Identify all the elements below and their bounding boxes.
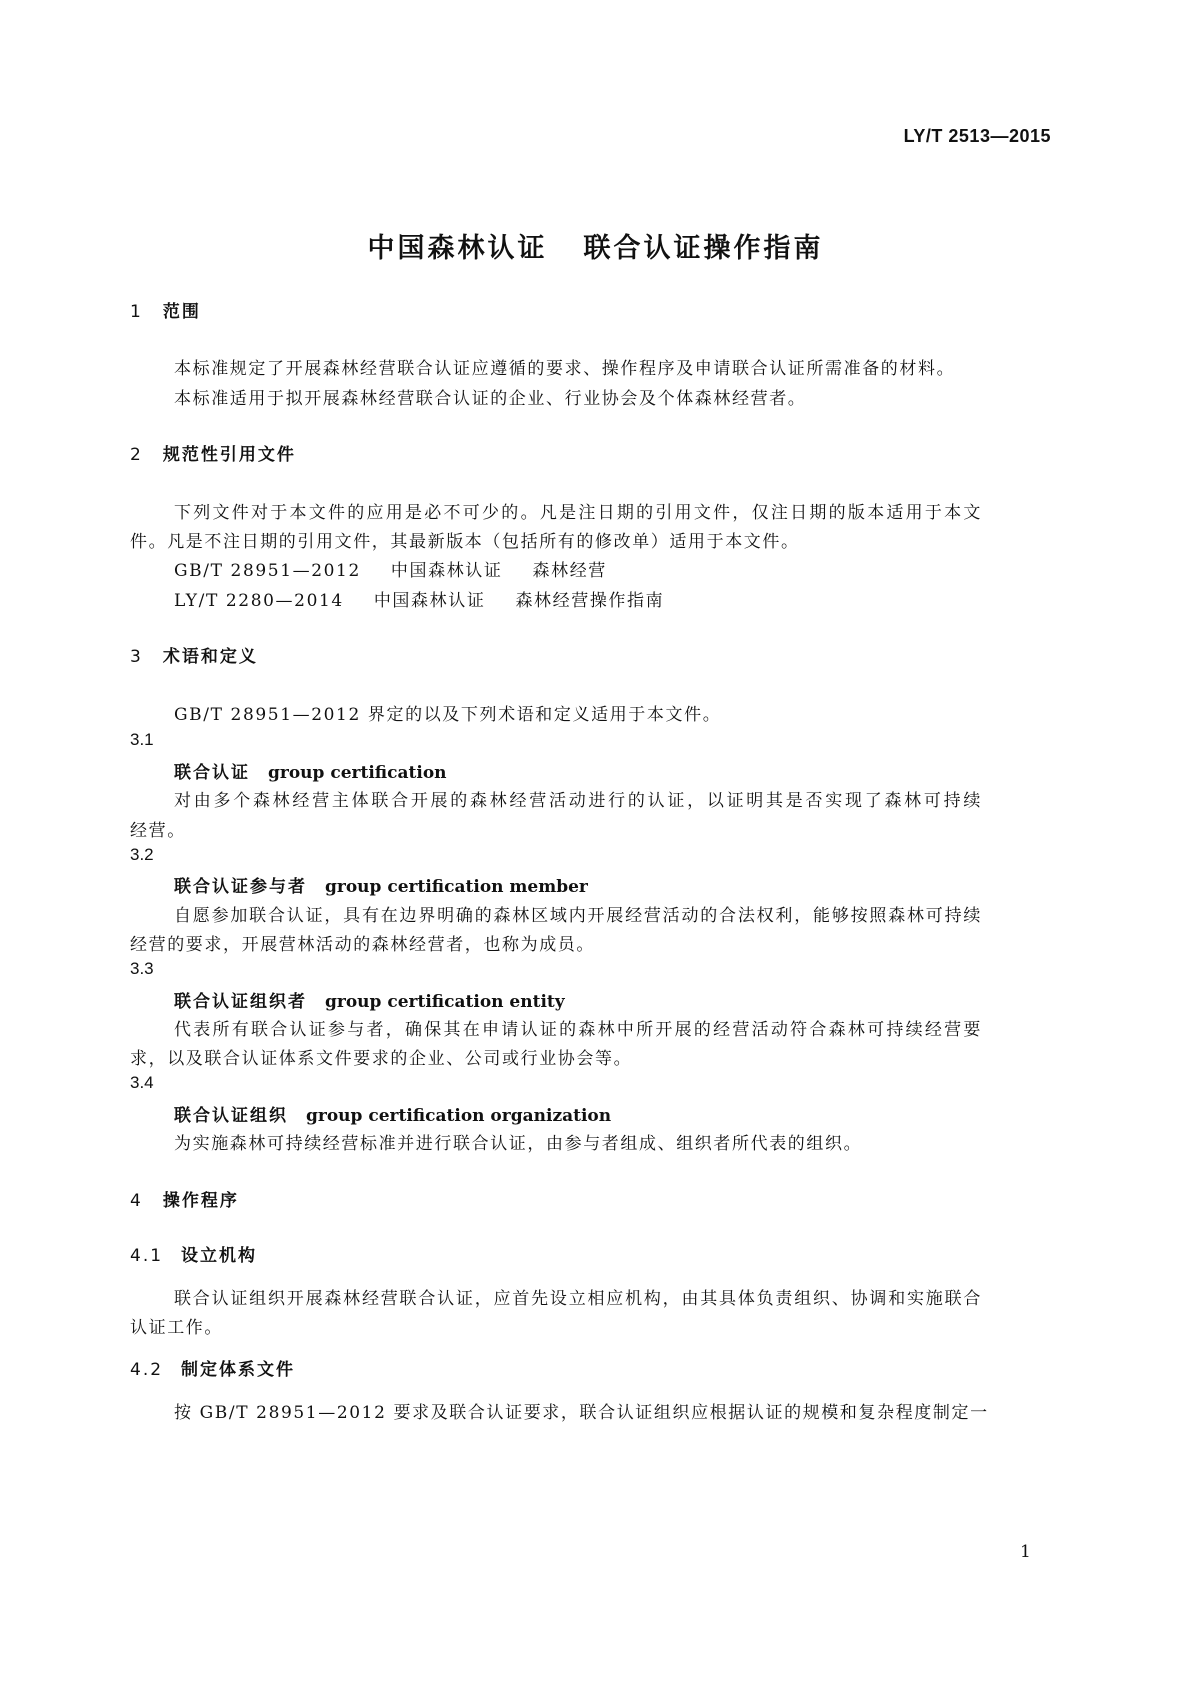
section-1-paragraph-2: 本标准适用于拟开展森林经营联合认证的企业、行业协会及个体森林经营者。 [174, 389, 807, 409]
subsection-4-2-paragraph-line-1: 按 GB/T 28951—2012 要求及联合认证要求，联合认证组织应根据认证的规模和复杂程度制定一 [174, 1403, 989, 1423]
term-definition-line-2: 求，以及联合认证体系文件要求的企业、公司或行业协会等。 [130, 1049, 633, 1069]
term-number: 3.3 [130, 959, 154, 978]
term-number: 3.4 [130, 1073, 154, 1092]
reference-item: LY/T 2280—2014 中国森林认证 森林经营操作指南 [174, 591, 665, 611]
term-heading: 联合认证组织者 group certification entity [174, 992, 565, 1012]
term-definition-line-1: 代表所有联合认证参与者，确保其在申请认证的森林中所开展的经营活动符合森林可持续经营要 [174, 1020, 982, 1040]
subsection-4-1-paragraph-line-2: 认证工作。 [130, 1318, 223, 1338]
document-title [0, 226, 1191, 265]
subsection-4-2-heading: 4.2 制定体系文件 [130, 1360, 296, 1380]
section-2-heading: 2 规范性引用文件 [130, 445, 296, 465]
term-number: 3.2 [130, 845, 154, 864]
subsection-4-1-heading: 4.1 设立机构 [130, 1246, 258, 1266]
term-heading: 联合认证参与者 group certification member [174, 877, 588, 897]
section-4-heading: 4 操作程序 [130, 1191, 239, 1211]
term-definition-line-2: 经营的要求，开展营林活动的森林经营者，也称为成员。 [130, 935, 595, 955]
term-definition-line-1: 对由多个森林经营主体联合开展的森林经营活动进行的认证，以证明其是否实现了森林可持续 [174, 791, 982, 811]
term-definition-line-2: 经营。 [130, 821, 186, 841]
section-3-heading: 3 术语和定义 [130, 647, 258, 667]
term-definition-line-1: 为实施森林可持续经营标准并进行联合认证，由参与者组成、组织者所代表的组织。 [174, 1134, 863, 1154]
reference-item: GB/T 28951—2012 中国森林认证 森林经营 [174, 561, 607, 581]
title-part-1: 中国森林认证 [367, 233, 548, 264]
term-heading: 联合认证 group certification [174, 763, 447, 783]
section-2-paragraph-line-1: 下列文件对于本文件的应用是必不可少的。凡是注日期的引用文件，仅注日期的版本适用于本文 [174, 503, 982, 523]
term-definition-line-1: 自愿参加联合认证，具有在边界明确的森林区域内开展经营活动的合法权利，能够按照森林可持续 [174, 906, 982, 926]
subsection-4-1-paragraph-line-1: 联合认证组织开展森林经营联合认证，应首先设立相应机构，由其具体负责组织、协调和实施联合 [174, 1289, 982, 1309]
standard-number: LY/T 2513—2015 [903, 126, 1051, 146]
title-part-2: 联合认证操作指南 [583, 233, 824, 264]
term-heading: 联合认证组织 group certification organization [174, 1106, 612, 1126]
section-2-paragraph-line-2: 件。凡是不注日期的引用文件，其最新版本（包括所有的修改单）适用于本文件。 [130, 532, 800, 552]
term-number: 3.1 [130, 730, 154, 749]
page-number: 1 [1020, 1542, 1031, 1562]
section-1-paragraph-1: 本标准规定了开展森林经营联合认证应遵循的要求、操作程序及申请联合认证所需准备的材料。 [174, 359, 956, 379]
section-3-intro: GB/T 28951—2012 界定的以及下列术语和定义适用于本文件。 [174, 705, 722, 725]
section-1-heading: 1 范围 [130, 302, 201, 322]
